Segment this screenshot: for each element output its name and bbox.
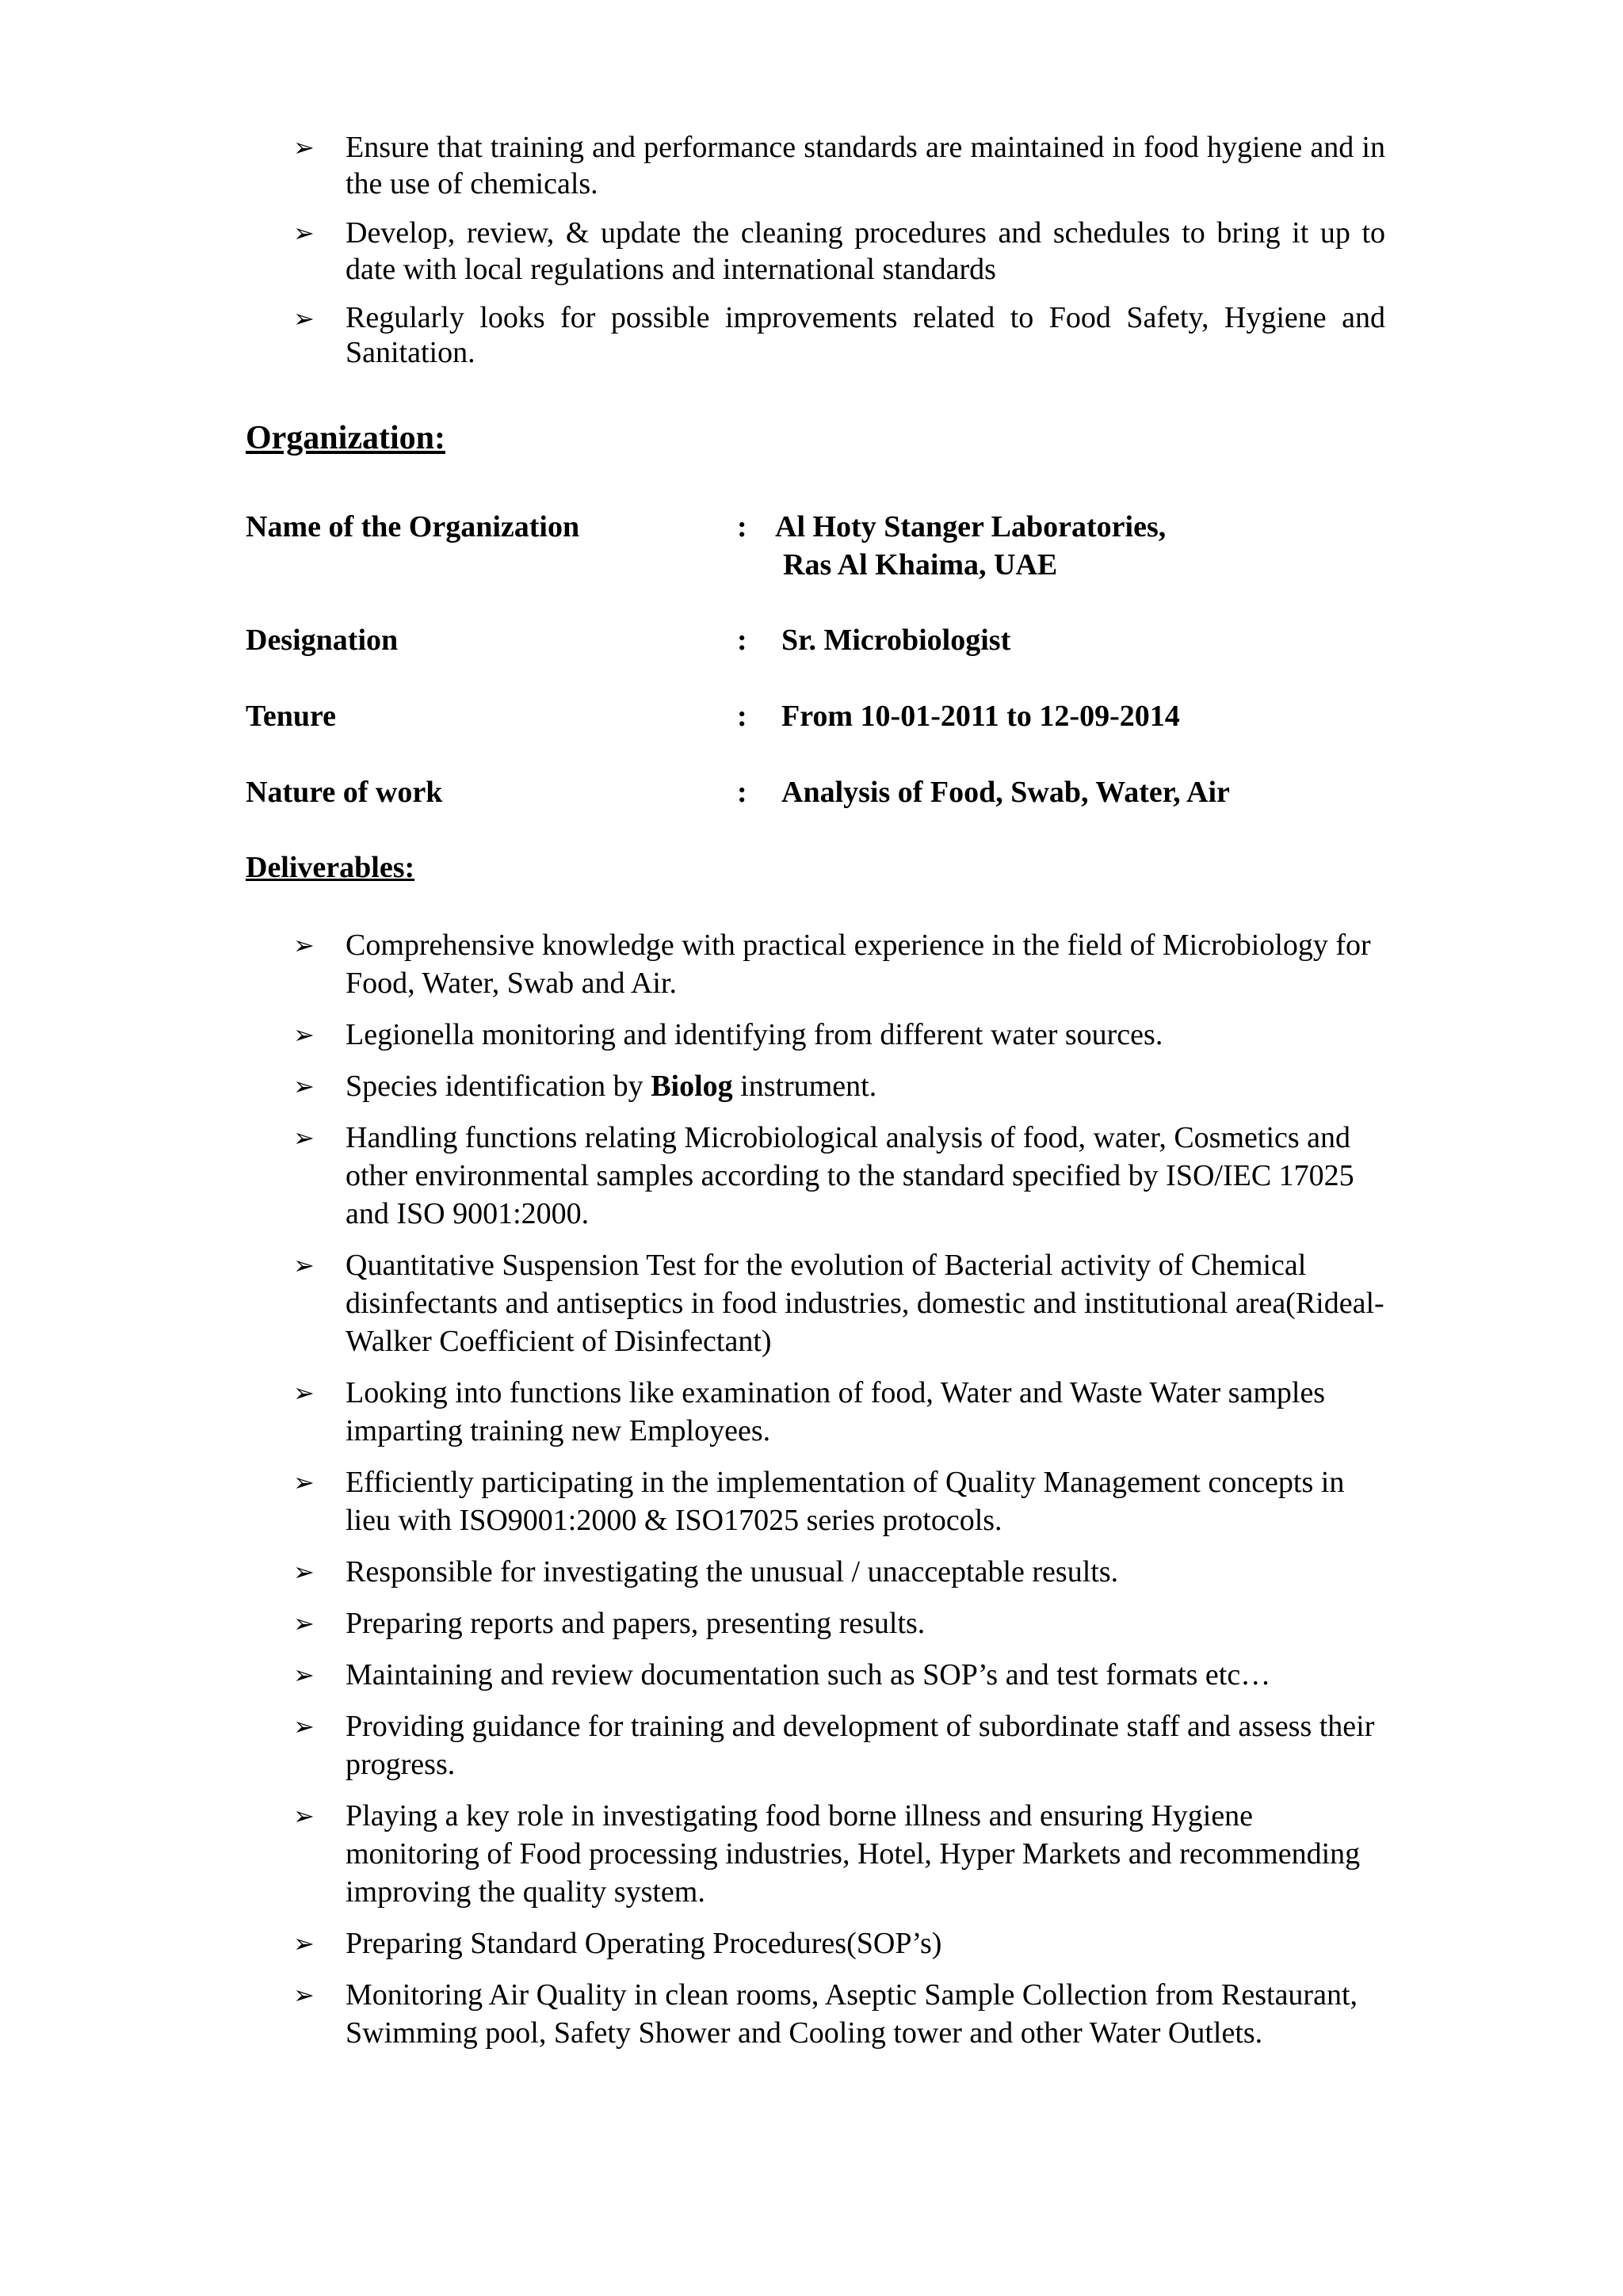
responsibilities-list <box>293 129 1385 383</box>
list-item: ➢ Handling functions relating Microbiological analysis of food, water, Cosmetics and other environmental samples according to the standard specified by ISO/IEC 17025 and ISO 9001:2000. <box>293 1119 1385 1233</box>
organization-name-value: Al Hoty Stanger Laboratories, Ras Al Khaima, UAE <box>775 510 1167 582</box>
list-item: ➢ Species identification by Biolog instrument. <box>293 1067 1385 1105</box>
arrowhead-bullet-icon: ➢ <box>293 1378 315 1408</box>
list-item: ➢ Efficiently participating in the implementation of Quality Management concepts in lieu with ISO9001:2000 & ISO17025 series protocols. <box>293 1463 1385 1539</box>
designation-value: Sr. Microbiologist <box>781 624 1011 657</box>
nature-of-work-value: Analysis of Food, Swab, Water, Air <box>781 776 1230 809</box>
list-item: ➢ Develop, review, & update the cleaning procedures and schedules to bring it up to date with local regulations and international standards <box>293 216 1385 286</box>
list-item: ➢ Comprehensive knowledge with practical experience in the field of Microbiology for Food, Water, Swab and Air. <box>293 926 1385 1002</box>
field-separator: : <box>737 700 747 733</box>
arrowhead-bullet-icon: ➢ <box>293 1071 315 1101</box>
field-separator: : <box>737 510 747 543</box>
list-item: ➢ Ensure that training and performance standards are maintained in food hygiene and in the use of chemicals. <box>293 131 1385 200</box>
field-separator: : <box>737 776 747 809</box>
arrowhead-bullet-icon: ➢ <box>293 1250 315 1280</box>
arrowhead-bullet-icon: ➢ <box>293 303 315 334</box>
field-label: Designation <box>246 624 399 657</box>
list-item: ➢ Playing a key role in investigating food borne illness and ensuring Hygiene monitoring of Food processing industries, Hotel, Hyper Markets and recommending improving the quality system. <box>293 1797 1385 1911</box>
list-item: ➢ Looking into functions like examination of food, Water and Waste Water samples imparting training new Employees. <box>293 1374 1385 1450</box>
arrowhead-bullet-icon: ➢ <box>293 1660 315 1690</box>
arrowhead-bullet-icon: ➢ <box>293 1608 315 1638</box>
instrument-name: Biolog <box>651 1070 733 1103</box>
list-item: ➢ Preparing Standard Operating Procedures(SOP’s) <box>293 1924 1385 1962</box>
list-item: ➢ Maintaining and review documentation such as SOP’s and test formats etc… <box>293 1656 1385 1694</box>
tenure-value: From 10-01-2011 to 12-09-2014 <box>781 700 1180 733</box>
organization-heading: Organization: <box>246 420 445 456</box>
deliverables-list <box>293 926 1385 2065</box>
arrowhead-bullet-icon: ➢ <box>293 218 315 248</box>
arrowhead-bullet-icon: ➢ <box>293 1980 315 2010</box>
arrowhead-bullet-icon: ➢ <box>293 1123 315 1153</box>
arrowhead-bullet-icon: ➢ <box>293 1557 315 1587</box>
list-item: ➢ Quantitative Suspension Test for the evolution of Bacterial activity of Chemical disinfectants and antiseptics in food industries, domestic and institutional area(Rideal-Walker Coefficient of Disinfectant) <box>293 1246 1385 1360</box>
list-item: ➢ Regularly looks for possible improvements related to Food Safety, Hygiene and Sanitation. <box>293 301 1385 369</box>
arrowhead-bullet-icon: ➢ <box>293 930 315 960</box>
list-item: ➢ Monitoring Air Quality in clean rooms, Aseptic Sample Collection from Restaurant, Swimming pool, Safety Shower and Cooling tower and other Water Outlets. <box>293 1976 1385 2052</box>
field-label: Tenure <box>246 700 337 733</box>
list-item: ➢ Preparing reports and papers, presenting results. <box>293 1604 1385 1642</box>
arrowhead-bullet-icon: ➢ <box>293 1467 315 1497</box>
arrowhead-bullet-icon: ➢ <box>293 132 315 162</box>
arrowhead-bullet-icon: ➢ <box>293 1711 315 1741</box>
list-item: ➢ Legionella monitoring and identifying from different water sources. <box>293 1016 1385 1054</box>
list-item: ➢ Providing guidance for training and development of subordinate staff and assess their progress. <box>293 1707 1385 1783</box>
arrowhead-bullet-icon: ➢ <box>293 1801 315 1831</box>
deliverables-heading: Deliverables: <box>246 851 415 884</box>
arrowhead-bullet-icon: ➢ <box>293 1020 315 1050</box>
list-item: ➢ Responsible for investigating the unusual / unacceptable results. <box>293 1553 1385 1591</box>
field-label: Name of the Organization <box>246 510 580 543</box>
field-separator: : <box>737 624 747 657</box>
field-label: Nature of work <box>246 776 443 809</box>
arrowhead-bullet-icon: ➢ <box>293 1928 315 1958</box>
